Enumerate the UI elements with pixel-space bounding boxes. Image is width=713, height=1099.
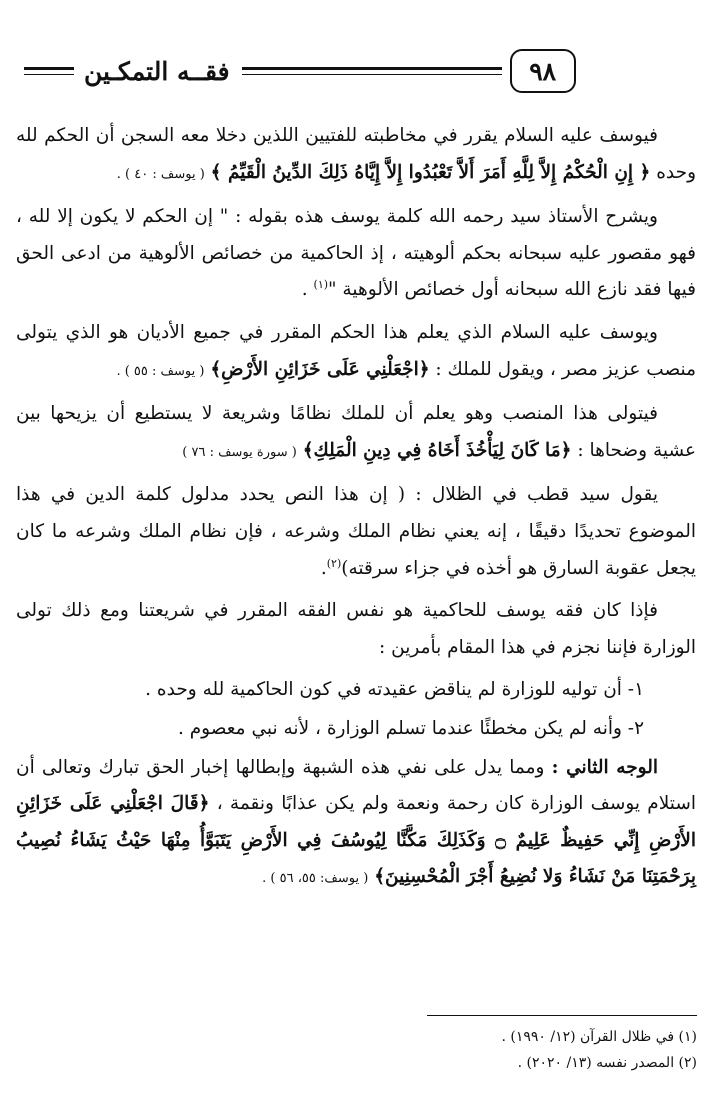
paragraph-6	[16, 593, 696, 666]
paragraph-text: فإذا كان فقه يوسف للحاكمية هو نفس الفقه المقرر في شريعتنا ومع ذلك تولى الوزارة فإننا نجزم في هذا المقام بأمرين :	[16, 600, 696, 658]
paragraph-text: ويوسف عليه السلام الذي يعلم هذا الحكم المقرر في جميع الأديان هو الذي يتولى منصب عزيز مصر ، ويقول للملك :	[16, 321, 696, 380]
page-number: ٩٨	[529, 56, 557, 86]
footnote: (٢) المصدر نفسه (١٣/ ٢٠٢٠) .	[517, 1055, 697, 1071]
quran-quote: ﴿مَا كَانَ لِيَأْخُذَ أَخَاهُ فِي دِينِ الْمَلِكِ﴾	[302, 439, 572, 461]
list-item: ٢- وأنه لم يكن مخطئًا عندما تسلم الوزارة ، لأنه نبي معصوم .	[177, 717, 644, 739]
header-rule-middle	[242, 67, 502, 75]
paragraph-4	[16, 396, 696, 471]
paragraph-text: ويشرح الأستاذ سيد رحمه الله كلمة يوسف هذه بقوله : " إن الحكم لا يكون إلا لله ، فهو مقصور عليه سبحانه بحكم ألوهيته ، إذ الحاكمية من خصائص الألوهية من ادعى الحق فيها فقد نازع الله سبحانه أول خصائص الألوهية "	[16, 206, 696, 301]
verse-reference: ( يوسف : ٤٠ ) .	[116, 166, 205, 182]
paragraph-end: .	[320, 557, 327, 579]
running-title: فقــه التمكـين	[84, 56, 230, 86]
list-item: ١- أن توليه للوزارة لم يناقض عقيدته في كون الحاكمية لله وحده .	[145, 679, 644, 701]
paragraph-end: .	[301, 279, 314, 301]
paragraph-2	[16, 199, 696, 309]
paragraph-text: فيتولى هذا المنصب وهو يعلم أن للملك نظامًا وشريعة لا يستطيع أن يزيحها بين عشية وضحاها :	[16, 403, 696, 461]
verse-reference: ( يوسف : ٥٥ ) .	[116, 363, 205, 379]
page-header	[10, 46, 702, 96]
footnotes	[17, 1024, 697, 1076]
quran-quote: ﴿اجْعَلْنِي عَلَى خَزَائِنِ الأَرْضِ﴾	[210, 358, 430, 380]
paragraph-7	[16, 750, 696, 898]
footnote-marker: (١)	[313, 278, 329, 292]
page-body	[16, 118, 696, 904]
paragraph-3	[16, 315, 696, 390]
paragraph-text: يقول سيد قطب في الظلال : ( إن هذا النص يحدد مدلول كلمة الدين في هذا الموضوع تحديدًا دقيقًا ، إنه يعني نظام الملك وشرعه ، فإن نظام الملك وشرعه ما كان يجعل عقوبة السارق هو أخذه في جزاء سرقته)	[16, 484, 696, 579]
section-lead: الوجه الثاني :	[551, 756, 658, 778]
footnote-marker: (٢)	[326, 556, 342, 570]
quran-quote: ﴿ إِنِ الْحُكْمُ إِلاَّ لِلَّهِ أَمَرَ أَلاَّ تَعْبُدُوا إِلاَّ إِيَّاهُ ذَلِكَ الدِّينُ الْقَيِّمُ ﴾	[210, 161, 651, 183]
paragraph-text: فيوسف عليه السلام يقرر في مخاطبته للفتيين اللذين دخلا معه السجن أن الحكم لله وحده	[16, 125, 696, 183]
paragraph-5	[16, 477, 696, 587]
quran-quote: ﴿قَالَ اجْعَلْنِي عَلَى خَزَائِنِ الأَرْضِ إِنِّي حَفِيظٌ عَلِيمٌ ۝ وَكَذَلِكَ مَكَّنَّا لِيُوسُفَ فِي الأَرْضِ يَتَبَوَّأُ مِنْهَا حَيْثُ يَشَاءُ نُصِيبُ بِرَحْمَتِنَا مَنْ نَشَاءُ وَلا نُضِيعُ أَجْرَ الْمُحْسِنِينَ﴾	[16, 793, 696, 888]
footnote-separator	[427, 1015, 697, 1016]
verse-reference: ( يوسف: ٥٥، ٥٦ ) .	[262, 871, 369, 887]
footnote: (١) في ظلال القرآن (١٢/ ١٩٩٠) .	[501, 1029, 697, 1045]
page-number-box	[510, 49, 576, 93]
paragraph-1	[16, 118, 696, 193]
verse-reference: ( سورة يوسف : ٧٦ )	[182, 444, 297, 460]
paragraph-text: ومما يدل على نفي هذه الشبهة وإبطالها إخبار الحق تبارك وتعالى أن استلام يوسف الوزارة كان رحمة ونعمة ولم يكن عذابًا ونقمة ،	[16, 756, 696, 815]
header-rule-left	[24, 67, 74, 75]
